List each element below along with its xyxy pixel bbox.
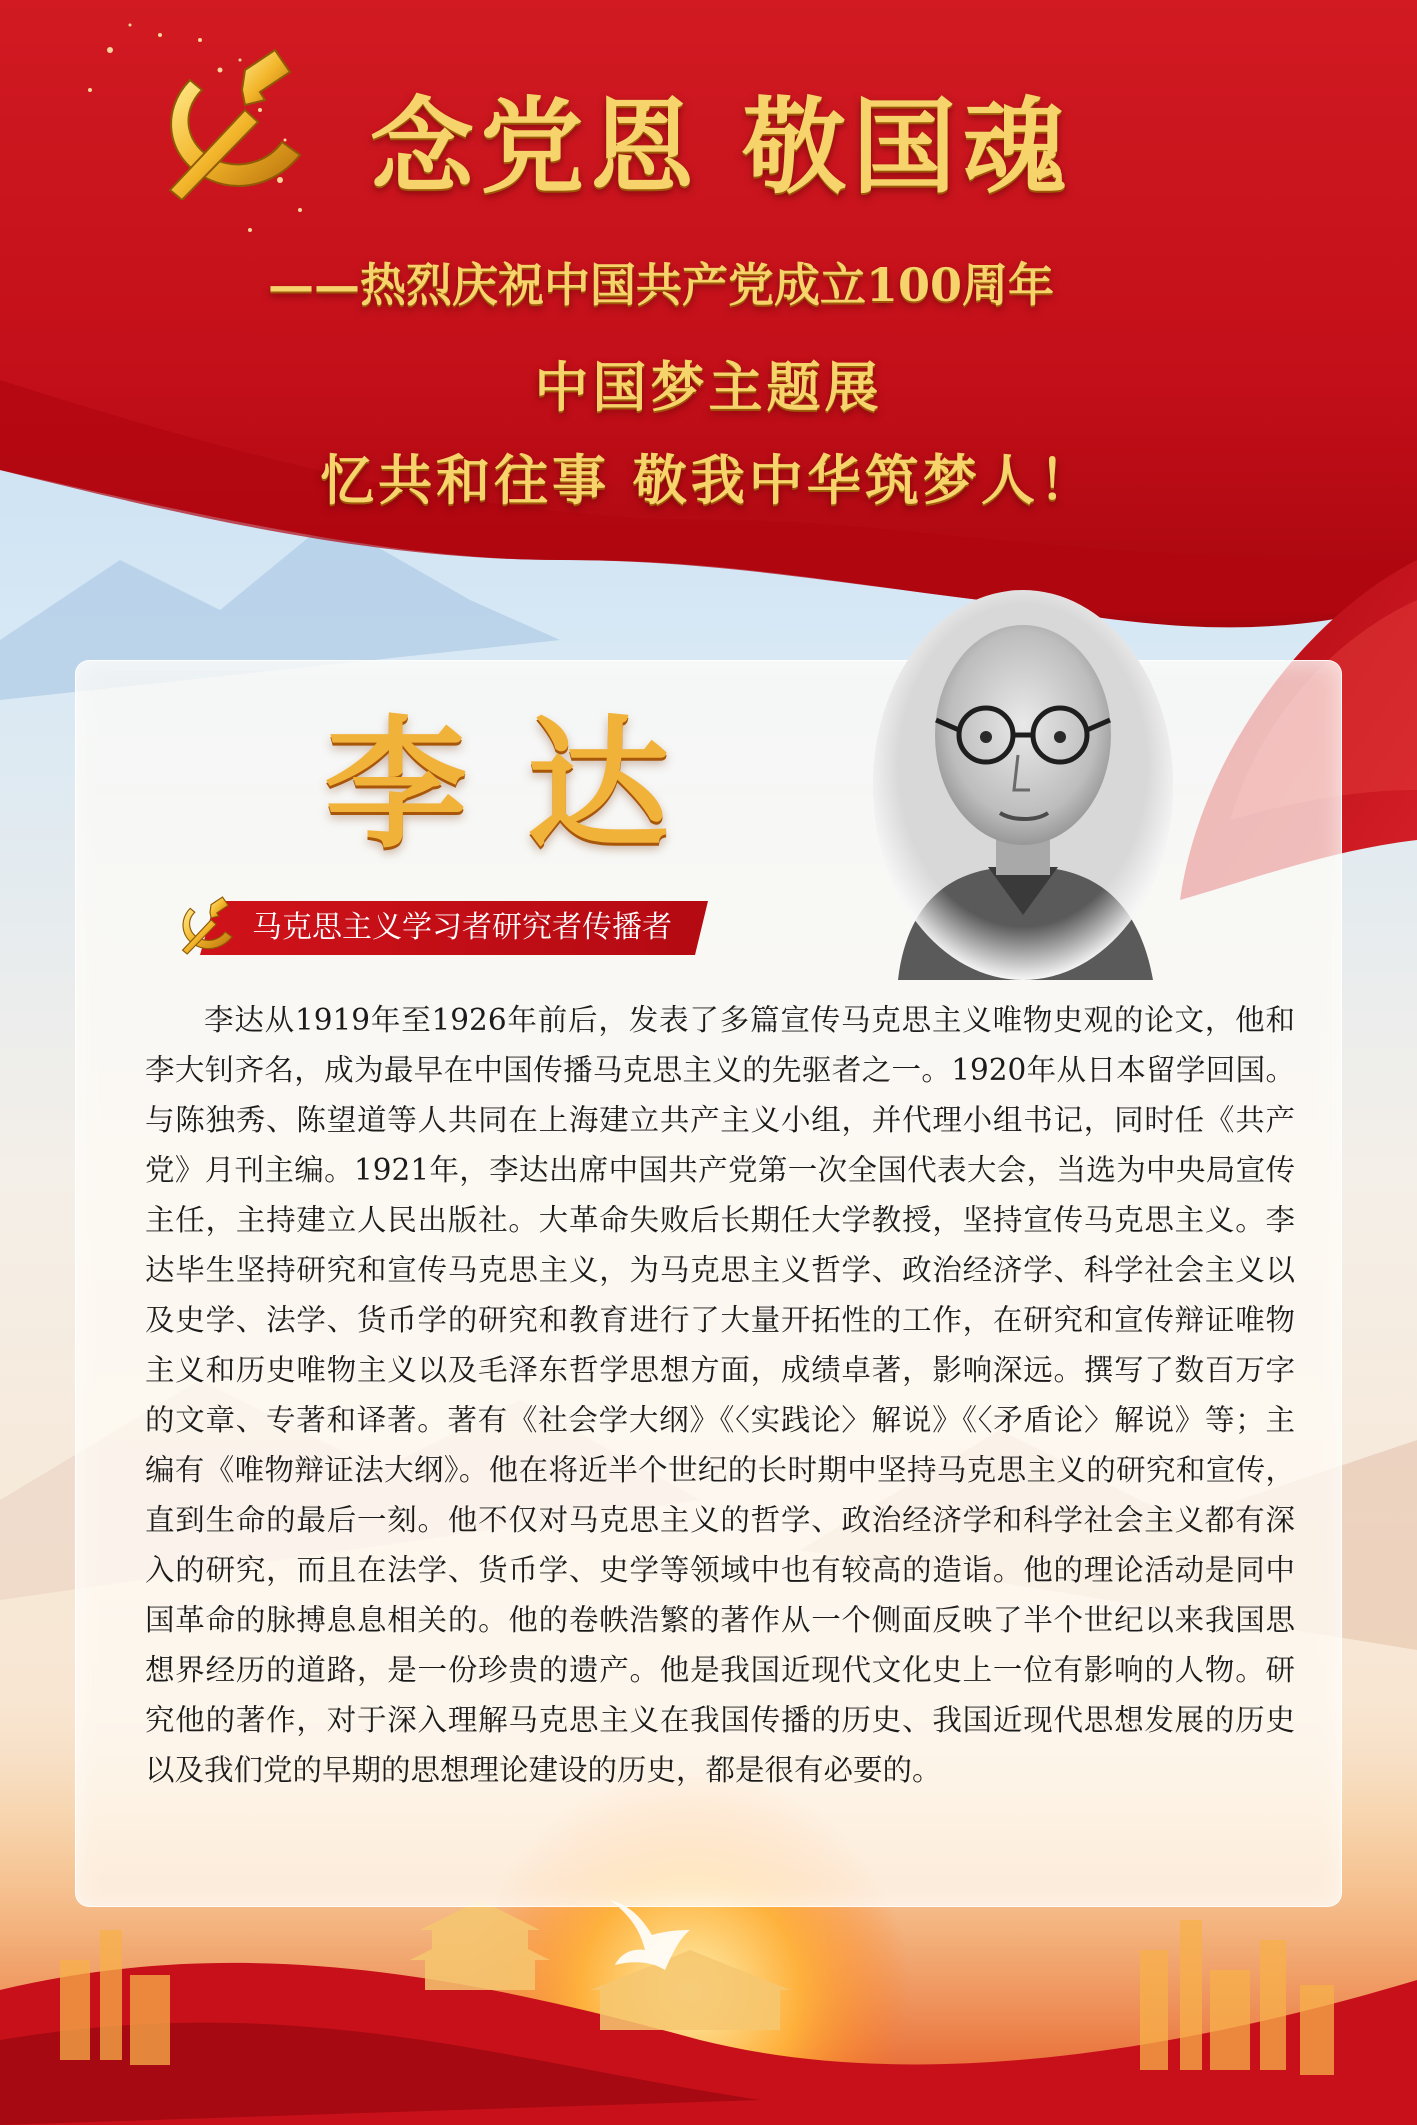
tag-label: 马克思主义学习者研究者传播者 bbox=[252, 910, 672, 945]
exhibition-title: 中国梦主题展 bbox=[534, 355, 883, 419]
page-title: 念党恩 敬国魂 bbox=[370, 85, 1073, 208]
portrait-photo bbox=[868, 585, 1178, 980]
party-emblem-icon bbox=[140, 45, 315, 200]
person-name: 李达 bbox=[325, 702, 729, 868]
page-subtitle: ——热烈庆祝中国共产党成立100周年 bbox=[268, 258, 1055, 312]
exhibition-slogan: 忆共和往事 敬我中华筑梦人！ bbox=[320, 448, 1097, 512]
biography-text: 李达从1919年至1926年前后，发表了多篇宣传马克思主义唯物史观的论文，他和李大钊齐名，成为最早在中国传播马克思主义的先驱者之一。1920年从日本留学回国。与陈独秀、陈望道等人共同在上海建立共产主义小组，并代理小组书记，同时任《共产党》月刊主编。1921年，李达出席中国共产党第一次全国代表大会，当选为中央局宣传主任，主持建立人民出版社。大革命失败后长期任大学教授，坚持宣传马克思主义。李达毕生坚持研究和宣传马克思主义，为马克思主义哲学、政治经济学、科学社会主义以及史学、法学、货币学的研究和教育进行了大量开拓性的工作，在研究和宣传辩证唯物主义和历史唯物主义以及毛泽东哲学思想方面，成绩卓著，影响深远。撰写了数百万字的文章、专著和译著。著有《社会学大纲》《〈实践论〉解说》《〈矛盾论〉解说》等；主编有《唯物辩证法大纲》。他在将近半个世纪的长时期中坚持马克思主义的研究和宣传，直到生命的最后一刻。他不仅对马克思主义的哲学、政治经济学和科学社会主义都有深入的研究，而且在法学、货币学、史学等领域中也有较高的造诣。他的理论活动是同中国革命的脉搏息息相关的。他的卷帙浩繁的著作从一个侧面反映了半个世纪以来我国思想界经历的道路，是一份珍贵的遗产。他是我国近现代文化史上一位有影响的人物。研究他的著作，对于深入理解马克思主义在我国传播的历史、我国近现代思想发展的历史以及我们党的早期的思想理论建设的历史，都是很有必要的。 bbox=[145, 1003, 1295, 1787]
